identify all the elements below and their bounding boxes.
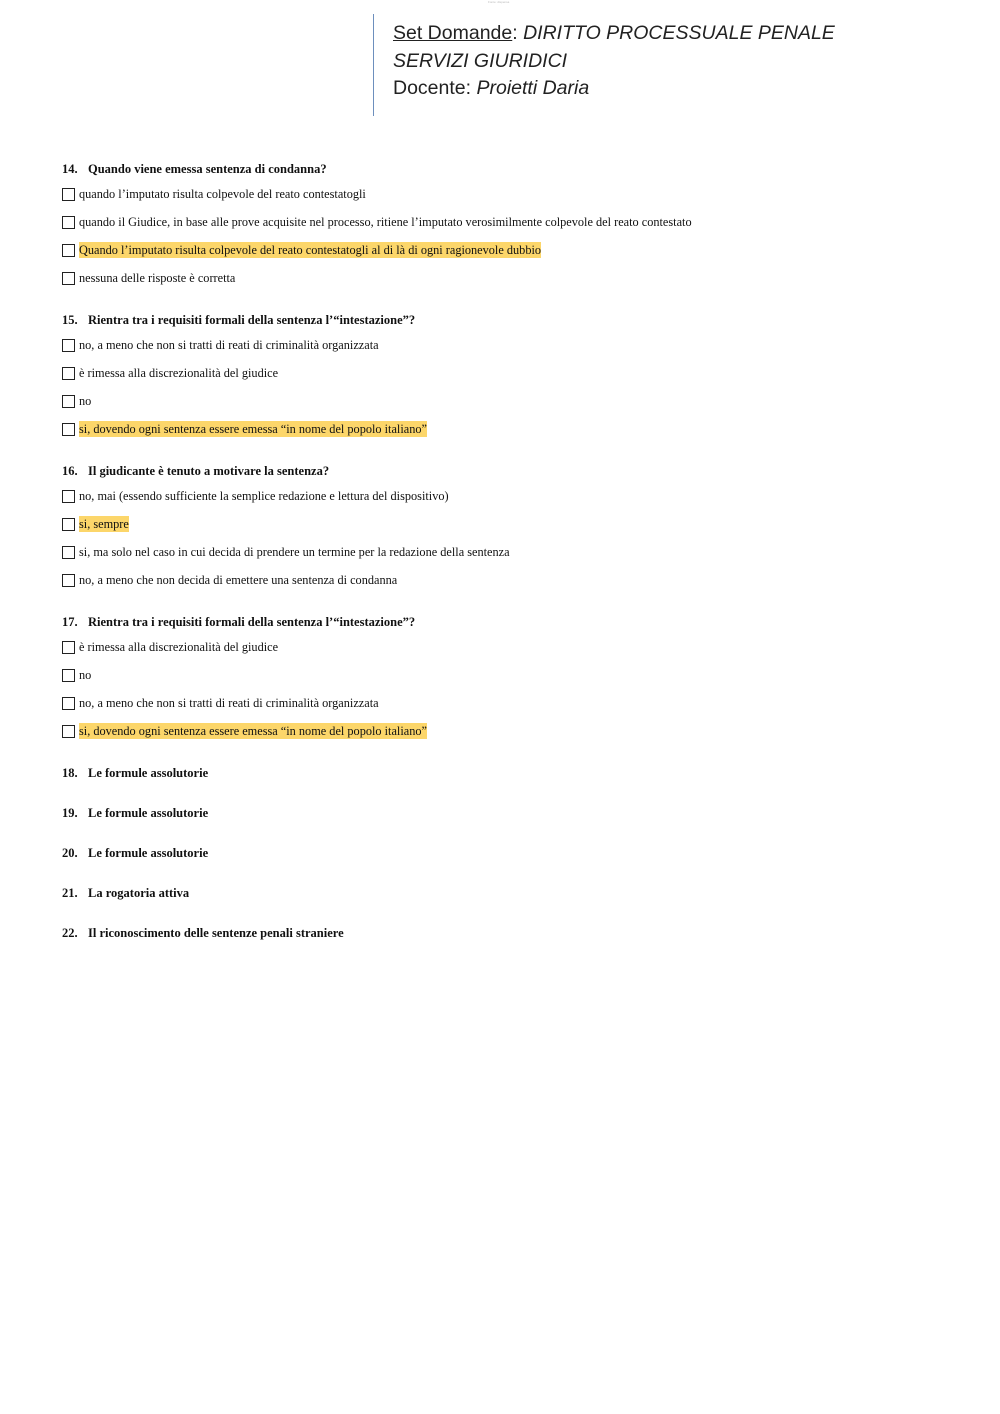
answer-text: no, mai (essendo sufficiente la semplice redazione e lettura del dispositivo) — [79, 489, 449, 503]
checkbox[interactable] — [62, 423, 75, 436]
question-text: Le formule assolutorie — [88, 766, 209, 780]
question-number: 19. — [62, 806, 78, 820]
answer-option[interactable] — [62, 421, 962, 449]
answer-text: è rimessa alla discrezionalità del giudice — [79, 640, 279, 654]
answer-text: no — [79, 394, 92, 408]
checkbox[interactable] — [62, 272, 75, 285]
checkbox[interactable] — [62, 188, 75, 201]
question-title — [62, 160, 962, 178]
question-list — [62, 160, 962, 964]
answer-option[interactable] — [62, 270, 962, 298]
question-text: Le formule assolutorie — [88, 846, 209, 860]
open-question — [62, 844, 962, 862]
answer-options — [62, 488, 962, 600]
spacer — [62, 449, 962, 462]
teacher-name: Proietti Daria — [476, 77, 590, 99]
department-title: SERVIZI GIURIDICI — [393, 49, 568, 72]
answer-option[interactable] — [62, 516, 962, 544]
question-block — [62, 462, 962, 613]
question-title — [62, 613, 962, 631]
spacer — [62, 298, 962, 311]
answer-text: si, ma solo nel caso in cui decida di prendere un termine per la redazione della sentenza — [79, 545, 510, 559]
answer-option[interactable] — [62, 723, 962, 751]
question-block — [62, 160, 962, 311]
answer-text: no, a meno che non si tratti di reati di criminalità organizzata — [79, 696, 379, 710]
checkbox[interactable] — [62, 574, 75, 587]
answer-text: è rimessa alla discrezionalità del giudice — [79, 366, 279, 380]
question-text: Rientra tra i requisiti formali della sentenza l’“intestazione”? — [88, 615, 416, 629]
question-title — [62, 462, 962, 480]
answer-text: quando il Giudice, in base alle prove acquisite nel processo, ritiene l’imputato verosimilmente colpevole del reato contestato — [79, 215, 692, 229]
question-text: Le formule assolutorie — [88, 806, 209, 820]
checkbox[interactable] — [62, 490, 75, 503]
checkbox[interactable] — [62, 367, 75, 380]
question-number: 21. — [62, 886, 78, 900]
set-line — [393, 20, 934, 48]
answer-option[interactable] — [62, 186, 962, 214]
answer-option[interactable] — [62, 639, 962, 667]
answer-option[interactable] — [62, 544, 962, 572]
question-block — [62, 311, 962, 462]
checkbox[interactable] — [62, 546, 75, 559]
answer-option[interactable] — [62, 695, 962, 723]
checkbox[interactable] — [62, 697, 75, 710]
checkbox[interactable] — [62, 641, 75, 654]
top-watermark-text: Fonte: dispensa — [488, 0, 510, 4]
question-text: Il giudicante è tenuto a motivare la sentenza? — [88, 464, 330, 478]
answer-options — [62, 186, 962, 298]
question-text: Rientra tra i requisiti formali della sentenza l’“intestazione”? — [88, 313, 416, 327]
question-number: 20. — [62, 846, 78, 860]
checkbox[interactable] — [62, 216, 75, 229]
teacher-line — [393, 75, 934, 103]
question-block — [62, 613, 962, 764]
open-question — [62, 764, 962, 782]
answer-text: no, a meno che non si tratti di reati di criminalità organizzata — [79, 338, 379, 352]
checkbox[interactable] — [62, 725, 75, 738]
answer-text-highlighted: si, dovendo ogni sentenza essere emessa “in nome del popolo italiano” — [79, 724, 427, 738]
teacher-label: Docente: — [393, 77, 472, 99]
checkbox[interactable] — [62, 339, 75, 352]
question-number: 17. — [62, 615, 78, 629]
answer-text-highlighted: si, sempre — [79, 517, 129, 531]
answer-options — [62, 337, 962, 449]
open-question — [62, 804, 962, 822]
set-label: Set Domande — [393, 22, 513, 44]
question-text: Quando viene emessa sentenza di condanna? — [88, 162, 327, 176]
answer-options — [62, 639, 962, 751]
answer-option[interactable] — [62, 393, 962, 421]
question-number: 15. — [62, 313, 78, 327]
answer-option[interactable] — [62, 214, 962, 242]
spacer — [62, 751, 962, 764]
open-question — [62, 884, 962, 902]
checkbox[interactable] — [62, 395, 75, 408]
question-number: 18. — [62, 766, 78, 780]
answer-text: no, a meno che non decida di emettere una sentenza di condanna — [79, 573, 398, 587]
question-number: 16. — [62, 464, 78, 478]
checkbox[interactable] — [62, 518, 75, 531]
document-header — [373, 14, 934, 116]
question-text: Il riconoscimento delle sentenze penali straniere — [88, 926, 344, 940]
answer-text-highlighted: Quando l’imputato risulta colpevole del reato contestatogli al di là di ogni ragionevole dubbio — [79, 243, 542, 257]
answer-option[interactable] — [62, 572, 962, 600]
spacer — [62, 600, 962, 613]
answer-text: nessuna delle risposte è corretta — [79, 271, 236, 285]
question-title — [62, 311, 962, 329]
answer-option[interactable] — [62, 488, 962, 516]
open-question — [62, 924, 962, 942]
answer-option[interactable] — [62, 337, 962, 365]
answer-option[interactable] — [62, 667, 962, 695]
question-text: La rogatoria attiva — [88, 886, 190, 900]
answer-option[interactable] — [62, 365, 962, 393]
answer-option[interactable] — [62, 242, 962, 270]
course-title: DIRITTO PROCESSUALE PENALE — [523, 22, 835, 44]
checkbox[interactable] — [62, 244, 75, 257]
answer-text-highlighted: si, dovendo ogni sentenza essere emessa “in nome del popolo italiano” — [79, 422, 427, 436]
answer-text: no — [79, 668, 92, 682]
question-number: 14. — [62, 162, 78, 176]
answer-text: quando l’imputato risulta colpevole del reato contestatogli — [79, 187, 366, 201]
question-number: 22. — [62, 926, 78, 940]
set-separator: : — [512, 22, 518, 44]
checkbox[interactable] — [62, 669, 75, 682]
